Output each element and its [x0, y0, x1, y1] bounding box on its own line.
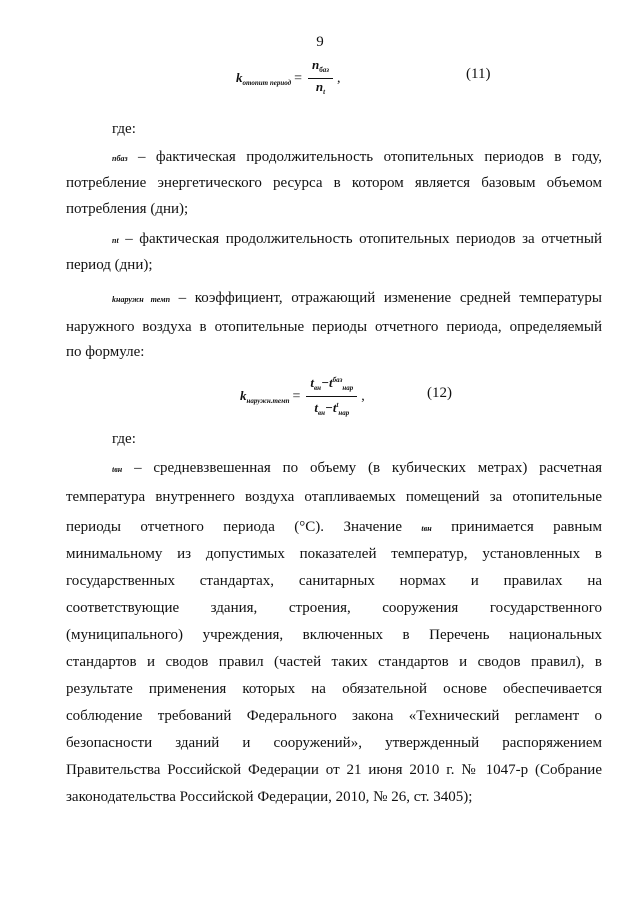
text-line-14: соответствующие здания, строения, сооружения государственного [66, 600, 602, 616]
formula-12-number: (12) [427, 385, 452, 401]
formula-12-comma: , [361, 388, 365, 404]
formula-12-lhs: $k_{наружн.темп}$ [240, 388, 290, 405]
equals-sign: = [294, 70, 303, 86]
formula-11 [236, 58, 340, 99]
formula-11-fraction [308, 58, 333, 99]
formula-12-numerator: $t_{вн}-t^{баз}_{нар}$ [306, 373, 357, 397]
text-line-5: период (дни); [66, 257, 153, 273]
formula-11-comma: , [336, 70, 341, 86]
text-line-4: nt – фактическая продолжительность отопительных периодов за отчетный [112, 231, 603, 247]
text-line-9: tвн – средневзвешенная по объему (в кубических метрах) расчетная [112, 460, 602, 476]
symbol-t-vn-inline: tвн [421, 524, 432, 533]
formula-11-number: (11) [466, 66, 491, 82]
text-line-13: государственных стандартах, санитарных нормах и правилах на [66, 573, 602, 589]
text-line-11: периоды отчетного периода (°С). Значение tвн принимается равным [66, 519, 602, 535]
text-line-10: температура внутреннего воздуха отапливаемых помещений за отопительные [66, 489, 602, 505]
formula-11-lhs: $k_{отопит период}$ [236, 70, 292, 87]
page-number: 9 [316, 34, 324, 50]
formula-12-fraction [306, 373, 357, 420]
symbol-n-baz: nбаз [112, 154, 128, 163]
text-line-16: стандартов и сводов правил (частей таких стандартов и сводов правил), в [66, 654, 602, 670]
formula-11-denominator: $n_t$ [315, 79, 326, 96]
formula-12 [240, 373, 365, 420]
text-line-18: соблюдение требований Федерального закона «Технический регламент о [66, 708, 602, 724]
text-line-1: nбаз – фактическая продолжительность отопительных периодов в году, [112, 149, 603, 165]
text-line-8: по формуле: [66, 344, 145, 360]
text-line-7: наружного воздуха в отопительные периоды отчетного периода, определяемый [66, 319, 602, 335]
where-label-1: где: [112, 121, 136, 137]
equals-sign: = [292, 388, 301, 404]
text-line-20: Правительства Российской Федерации от 21 июня 2010 г. № 1047-р (Собрание [66, 762, 602, 778]
formula-11-numerator: $n_{баз}$ [308, 58, 333, 79]
symbol-t-vn: tвн [112, 465, 123, 474]
text-line-12: минимальному из допустимых показателей температур, установленных в [66, 546, 602, 562]
text-line-3: потребления (дни); [66, 201, 189, 217]
text-line-21: законодательства Российской Федерации, 2010, № 26, ст. 3405); [66, 789, 473, 805]
text-line-19: безопасности зданий и сооружений», утвержденный распоряжением [66, 735, 602, 751]
text-line-17: результате применения которых на обязательной основе обеспечивается [66, 681, 602, 697]
where-label-2: где: [112, 431, 136, 447]
text-line-15: (муниципального) учреждения, включенных в Перечень национальных [66, 627, 602, 643]
symbol-n-t: nt [112, 236, 119, 245]
text-line-6: kнаружн темп – коэффициент, отражающий изменение средней температуры [112, 290, 602, 306]
text-line-2: потребление энергетического ресурса в котором является базовым объемом [66, 175, 602, 191]
formula-12-denominator: $t_{вн}-t^t_{нар}$ [314, 400, 350, 417]
symbol-k-naruzh: kнаружн темп [112, 295, 171, 304]
